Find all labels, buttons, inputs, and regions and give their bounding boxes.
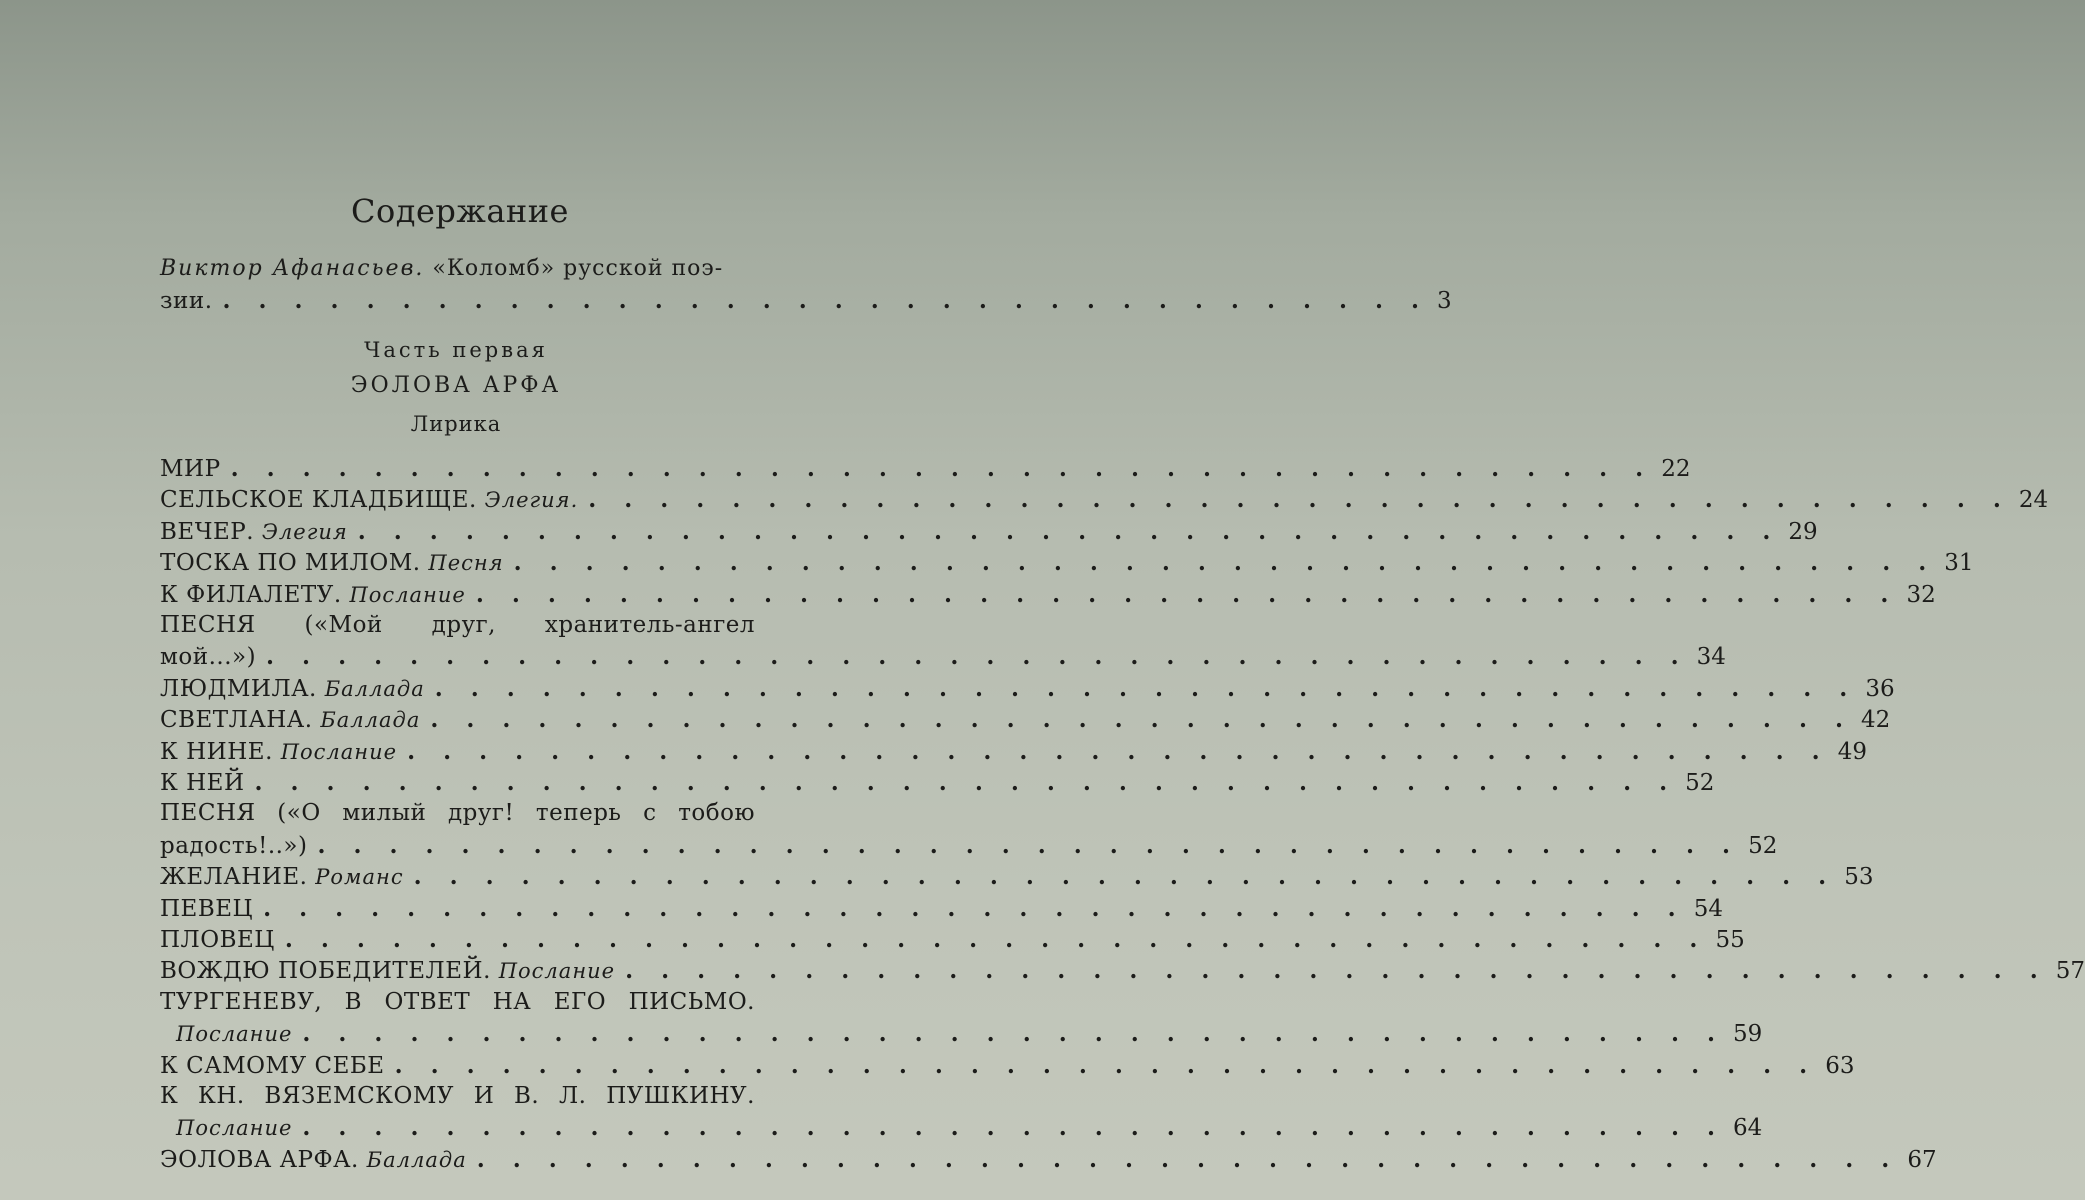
toc-entry-title: ПЛОВЕЦ [160,927,275,953]
toc-entry [160,926,1745,953]
toc-entry-title: ВОЖДЮ ПОБЕДИТЕЛЕЙ. [160,958,491,985]
toc-entry [160,737,1867,765]
toc-entry [160,894,1723,922]
toc-entry-genre: Послание [280,739,398,764]
toc-entry [160,1051,1855,1079]
leader-dots: . . . . . . . . . . . . . . . . . . . . . . . . . . . . . . . . . . . . . . . . [513,549,1937,577]
toc-entry-page: 31 [1944,550,1974,577]
toc-entry-title: ПЕВЕЦ [160,895,254,922]
toc-entry-genre: Песня [428,551,504,576]
leader-dots: . . . . . . . . . . . . . . . . . . . . . . . . . . . . . . . . . . . . . . . . [357,517,1781,545]
toc-entry [160,769,1715,796]
toc-entry-page: 54 [1693,895,1723,922]
leader-dots: . . . . . . . . . . . . . . . . . . . . . . . . . . . . . . . . . . . . . . . . [394,1051,1818,1079]
toc-entry [160,706,1891,734]
intro-line-2 [160,287,1452,314]
toc-entry-title-group [160,456,221,482]
leader-dots: . . . . . . . . . . . . . . . . . . . . . . . . . . . . . . . . . . . . . . . . [434,674,1858,702]
intro-title-line1: «Коломб» русской поэ- [432,256,724,281]
page-title: Содержание [351,192,569,230]
toc-entry [160,517,1818,545]
toc-entry-title: К НИНЕ. [160,738,273,765]
toc-entry-title: МИР [160,456,221,482]
leader-dots: . . . . . . . . . . . . . . . . . . . . . . . . . . . . . . . . . . . . . . . . [302,1020,1725,1048]
toc-entry-title: К САМОМУ СЕБЕ [160,1052,385,1079]
toc-entry-page: 59 [1733,1021,1763,1048]
toc-entry-page: 29 [1788,518,1818,545]
toc-entry-page: 52 [1748,832,1778,859]
toc-entry-title: СЕЛЬСКОЕ КЛАДБИЩЕ. [160,487,477,514]
toc-entry-genre: Послание [176,1116,293,1141]
leader-dots: . . . . . . . . . . . . . . . . . . . . . . . . . . . . . . . . . . . . . . . . [413,863,1837,891]
toc-entry-title-group [160,739,397,765]
toc-entry-genre: Баллада [320,708,421,733]
toc-entry-title-group [160,582,466,608]
leader-dots: . . . . . . . . . . . . . . . . . . . . . . . . . . . . . . . . . . . . . . . . [230,455,1654,482]
toc-entry [160,831,1778,859]
leader-dots: . . . . . . . . . . . . . . . . . . . . . . . . . . . . . . . . . . . . . . . . [263,894,1686,922]
toc-entry-title-group [160,1053,385,1079]
toc-entry-title-group [160,864,404,890]
toc-entry [160,957,2085,985]
toc-entry-page: 64 [1733,1115,1763,1142]
toc-entry [176,1114,1763,1142]
toc-entry-title-group [160,550,504,576]
leader-dots: . . . . . . . . . . . . . . . . . . . . . . . . . . . . . . . . . . . . . . . . [407,737,1830,765]
section-heading: Лирика [410,412,502,436]
leader-dots: . . . . . . . . . . . . . . . . . . . . . . . . . . . . . . . . . . . . . . . . [302,1114,1725,1142]
toc-entry-page: 55 [1715,927,1745,953]
toc-entry [160,1145,1937,1173]
toc-entry-page: 34 [1696,644,1726,671]
toc-entry-continuation: радость!..») [160,832,308,859]
toc-entry-page: 22 [1661,456,1691,482]
toc-entry-continuation [176,1021,292,1047]
toc-entry-page: 24 [2018,487,2049,514]
toc-entry-title-group [160,1147,467,1173]
leader-dots: . . . . . . . . . . . . . . . . . . . . . . . . . . . . . . . . . . . . . . . . [284,926,1708,953]
toc-entry [160,643,1726,671]
leader-dots: . . . . . . . . . . . . . . . . . . . . . . . . . . . . . . . . . . [222,287,1430,314]
toc-entry-page: 57 [2055,958,2085,985]
part-heading: Часть первая [364,338,548,362]
toc-entry-title-group [160,676,425,702]
toc-entry [160,674,1895,702]
leader-dots: . . . . . . . . . . . . . . . . . . . . . . . . . . . . . . . . . . . . . . . . [588,486,2011,514]
leader-dots: . . . . . . . . . . . . . . . . . . . . . . . . . . . . . . . . . . . . . . . . [266,643,1689,671]
toc-entry-page: 52 [1685,770,1715,796]
toc-entry-page: 42 [1860,707,1891,734]
toc-entry-title-group [160,958,615,984]
toc-entry-genre: Послание [498,959,616,984]
toc-entry-continuation: мой...») [160,644,257,671]
toc-entry-title: К ФИЛАЛЕТУ. [160,581,342,608]
toc-entry-title: СВЕТЛАНА. [160,707,313,734]
toc-entry-page: 63 [1825,1052,1855,1079]
toc-entry-title-group [160,896,253,922]
toc-entry-page: 49 [1837,738,1867,765]
toc-entry-title: ТОСКА ПО МИЛОМ. [160,550,421,577]
toc-entry-genre: Баллада [366,1147,467,1172]
toc-entry-title-line: К КН. ВЯЗЕМСКОМУ И В. Л. ПУШКИНУ. [160,1083,755,1109]
toc-entry-genre: Элегия [261,519,348,544]
toc-entry-page: 36 [1865,675,1895,702]
toc-entry-genre: Элегия. [484,488,579,513]
toc-entry-title-line: ПЕСНЯ («О милый друг! теперь с тобою [160,800,755,827]
toc-entry [160,455,1691,482]
toc-entry-title: ЭОЛОВА АРФА. [160,1146,359,1173]
toc-entry-title: ЖЕЛАНИЕ. [160,864,308,891]
toc-entry-genre: Баллада [324,676,425,701]
leader-dots: . . . . . . . . . . . . . . . . . . . . . . . . . . . . . . . . . . . . . . . . [476,1145,1900,1173]
toc-entry-page: 53 [1844,864,1874,891]
toc-entry-page: 67 [1907,1146,1937,1173]
toc-entry-title-group [160,927,275,953]
toc-entry-title-line: ПЕСНЯ («Мой друг, хранитель-ангел [160,612,755,638]
toc-entry-title: ВЕЧЕР. [160,518,255,545]
leader-dots: . . . . . . . . . . . . . . . . . . . . . . . . . . . . . . . . . . . . . . . . [475,580,1899,608]
toc-entry [160,580,1936,608]
toc-entry-title-group [160,770,245,796]
toc-entry-title-group [160,487,578,513]
toc-entry-page: 32 [1906,581,1936,608]
toc-entry-continuation [176,1115,292,1141]
intro-title-line2: зии. [160,288,213,314]
intro-line-1 [160,256,723,281]
toc-entry-genre: Послание [349,582,466,607]
toc-entry-title: ЛЮДМИЛА. [160,675,317,702]
leader-dots: . . . . . . . . . . . . . . . . . . . . . . . . . . . . . . . . . . . . . . . . [317,831,1741,859]
leader-dots: . . . . . . . . . . . . . . . . . . . . . . . . . . . . . . . . . . . . . . . . [254,769,1678,796]
toc-entry [160,863,1874,891]
toc-entry-genre: Романс [315,865,404,890]
intro-author: Виктор Афанасьев. [160,256,425,281]
toc-entry [160,486,2049,514]
toc-entry-title-line: ТУРГЕНЕВУ, В ОТВЕТ НА ЕГО ПИСЬМО. [160,988,755,1015]
leader-dots: . . . . . . . . . . . . . . . . . . . . . . . . . . . . . . . . . . . . . . . . [430,706,1853,734]
toc-entry [176,1020,1763,1048]
toc-entry [160,549,1974,577]
toc-entry-title: К НЕЙ [160,770,245,796]
intro-page: 3 [1437,288,1452,314]
toc-entry-title-group [160,519,348,545]
toc-entry-genre: Послание [176,1022,293,1047]
part-name: ЭОЛОВА АРФА [350,373,562,398]
leader-dots: . . . . . . . . . . . . . . . . . . . . . . . . . . . . . . . . . . . . . . . . [625,957,2048,985]
toc-entry-title-group [160,707,420,733]
